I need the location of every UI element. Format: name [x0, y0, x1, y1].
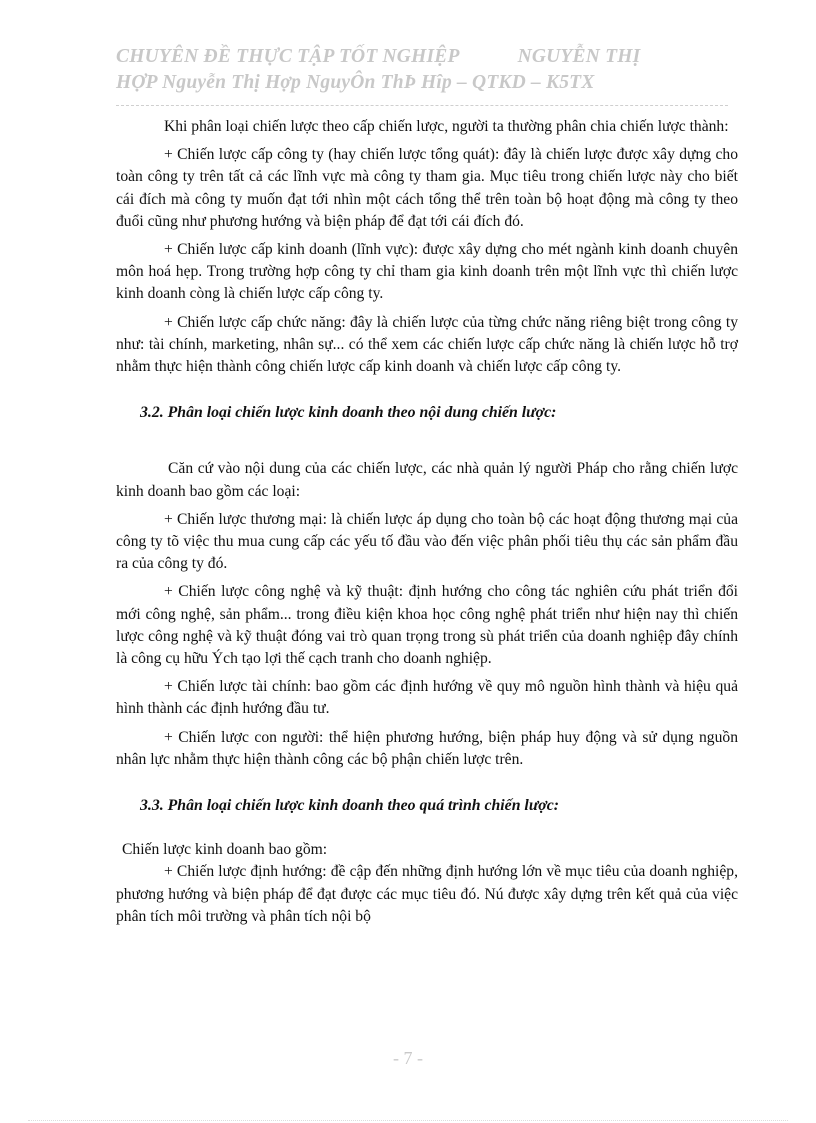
paragraph-directional-strategy: + Chiến lược định hướng: đề cập đến những định hướng lớn về mục tiêu của doanh nghiệp, phương hướng và biện pháp để đạt được các mục tiêu đó. Nú được xây dựng trên kết quả của việc phân tích môi trường và phân tích nội bộ — [116, 863, 738, 925]
paragraph-intro: Khi phân loại chiến lược theo cấp chiến lược, người ta thường phân chia chiến lược thành: — [164, 118, 729, 135]
paragraph-technology-strategy: + Chiến lược công nghệ và kỹ thuật: định hướng cho công tác nghiên cứu phát triển đổi mới công nghệ, sản phẩm... trong điều kiện khoa học công nghệ phát triển như hiện nay thì chiến lược công nghệ và kỹ thuật đóng vai trò quan trọng trong sù phát triển của doanh nghiệp đây chính là công cụ hữu Ých tạo lợi thế cạch tranh cho doanh nghiệp. — [116, 583, 738, 668]
paragraph-process-intro: Chiến lược kinh doanh bao gồm: — [122, 841, 328, 859]
header-line-2: HỢP Nguyễn Thị Hợp NguyÔn ThÞ Hîp – QTKD – K5TX — [116, 72, 595, 93]
section-heading-3-2: 3.2. Phân loại chiến lược kinh doanh theo nội dung chiến lược: — [140, 404, 557, 422]
page-number: - 7 - — [393, 1048, 423, 1068]
paragraph-human-strategy: + Chiến lược con người: thể hiện phương hướng, biện pháp huy động và sử dụng nguồn nhân lực nhằm thực hiện thành công các bộ phận chiến lược trên. — [116, 728, 738, 768]
page-header — [116, 44, 726, 96]
section-heading-3-3: 3.3. Phân loại chiến lược kinh doanh theo quá trình chiến lược: — [140, 797, 560, 815]
header-title: CHUYÊN ĐỀ THỰC TẬP TỐT NGHIỆP — [116, 46, 460, 67]
paragraph-finance-strategy: + Chiến lược tài chính: bao gồm các định hướng về quy mô nguồn hình thành và hiệu quả hình thành các định hướng đầu tư. — [116, 678, 738, 718]
header-divider — [116, 105, 728, 106]
paragraph-business-strategy: + Chiến lược cấp kinh doanh (lĩnh vực): được xây dựng cho mét ngành kinh doanh chuyên môn hoá hẹp. Trong trường hợp công ty chỉ tham gia kinh doanh trên một lĩnh vực thì chiến lược kinh doanh còng là chiến lược cấp công ty. — [116, 241, 738, 303]
page-bottom-divider — [28, 1120, 788, 1121]
header-line-1 — [116, 44, 726, 70]
paragraph-commercial-strategy: + Chiến lược thương mại: là chiến lược áp dụng cho toàn bộ các hoạt động thương mại của công ty tõ việc thu mua cung cấp các yếu tố đầu vào đến việc phân phối tiêu thụ các sản phẩm đầu ra của công ty đó. — [116, 510, 738, 573]
paragraph-company-strategy: + Chiến lược cấp công ty (hay chiến lược tổng quát): đây là chiến lược được xây dựng cho toàn công ty trên tất cả các lĩnh vực mà công ty tham gia. Mục tiêu trong chiến lược này cho biết cái đích mà công ty muốn đạt tới nhìn một cách tổng thể trên toàn bộ hoạt động mà công ty theo đuổi cũng như phương hướng và biện pháp để đạt tới cái đích đó. — [116, 146, 738, 230]
document-body — [116, 116, 738, 928]
paragraph-functional-strategy: + Chiến lược cấp chức năng: đây là chiến lược của từng chức năng riêng biệt trong công ty như: tài chính, marketing, nhân sự... có thể xem các chiến lược cấp chức năng là chiến lược hỗ trợ nhằm thực hiện thành công chiến lược cấp kinh doanh và chiến lược cấp công ty. — [116, 313, 738, 376]
paragraph-content-intro: Căn cứ vào nội dung của các chiến lược, các nhà quản lý người Pháp cho rằng chiến lược kinh doanh bao gồm các loại: — [116, 460, 738, 500]
header-author: NGUYỄN THỊ — [517, 46, 641, 67]
